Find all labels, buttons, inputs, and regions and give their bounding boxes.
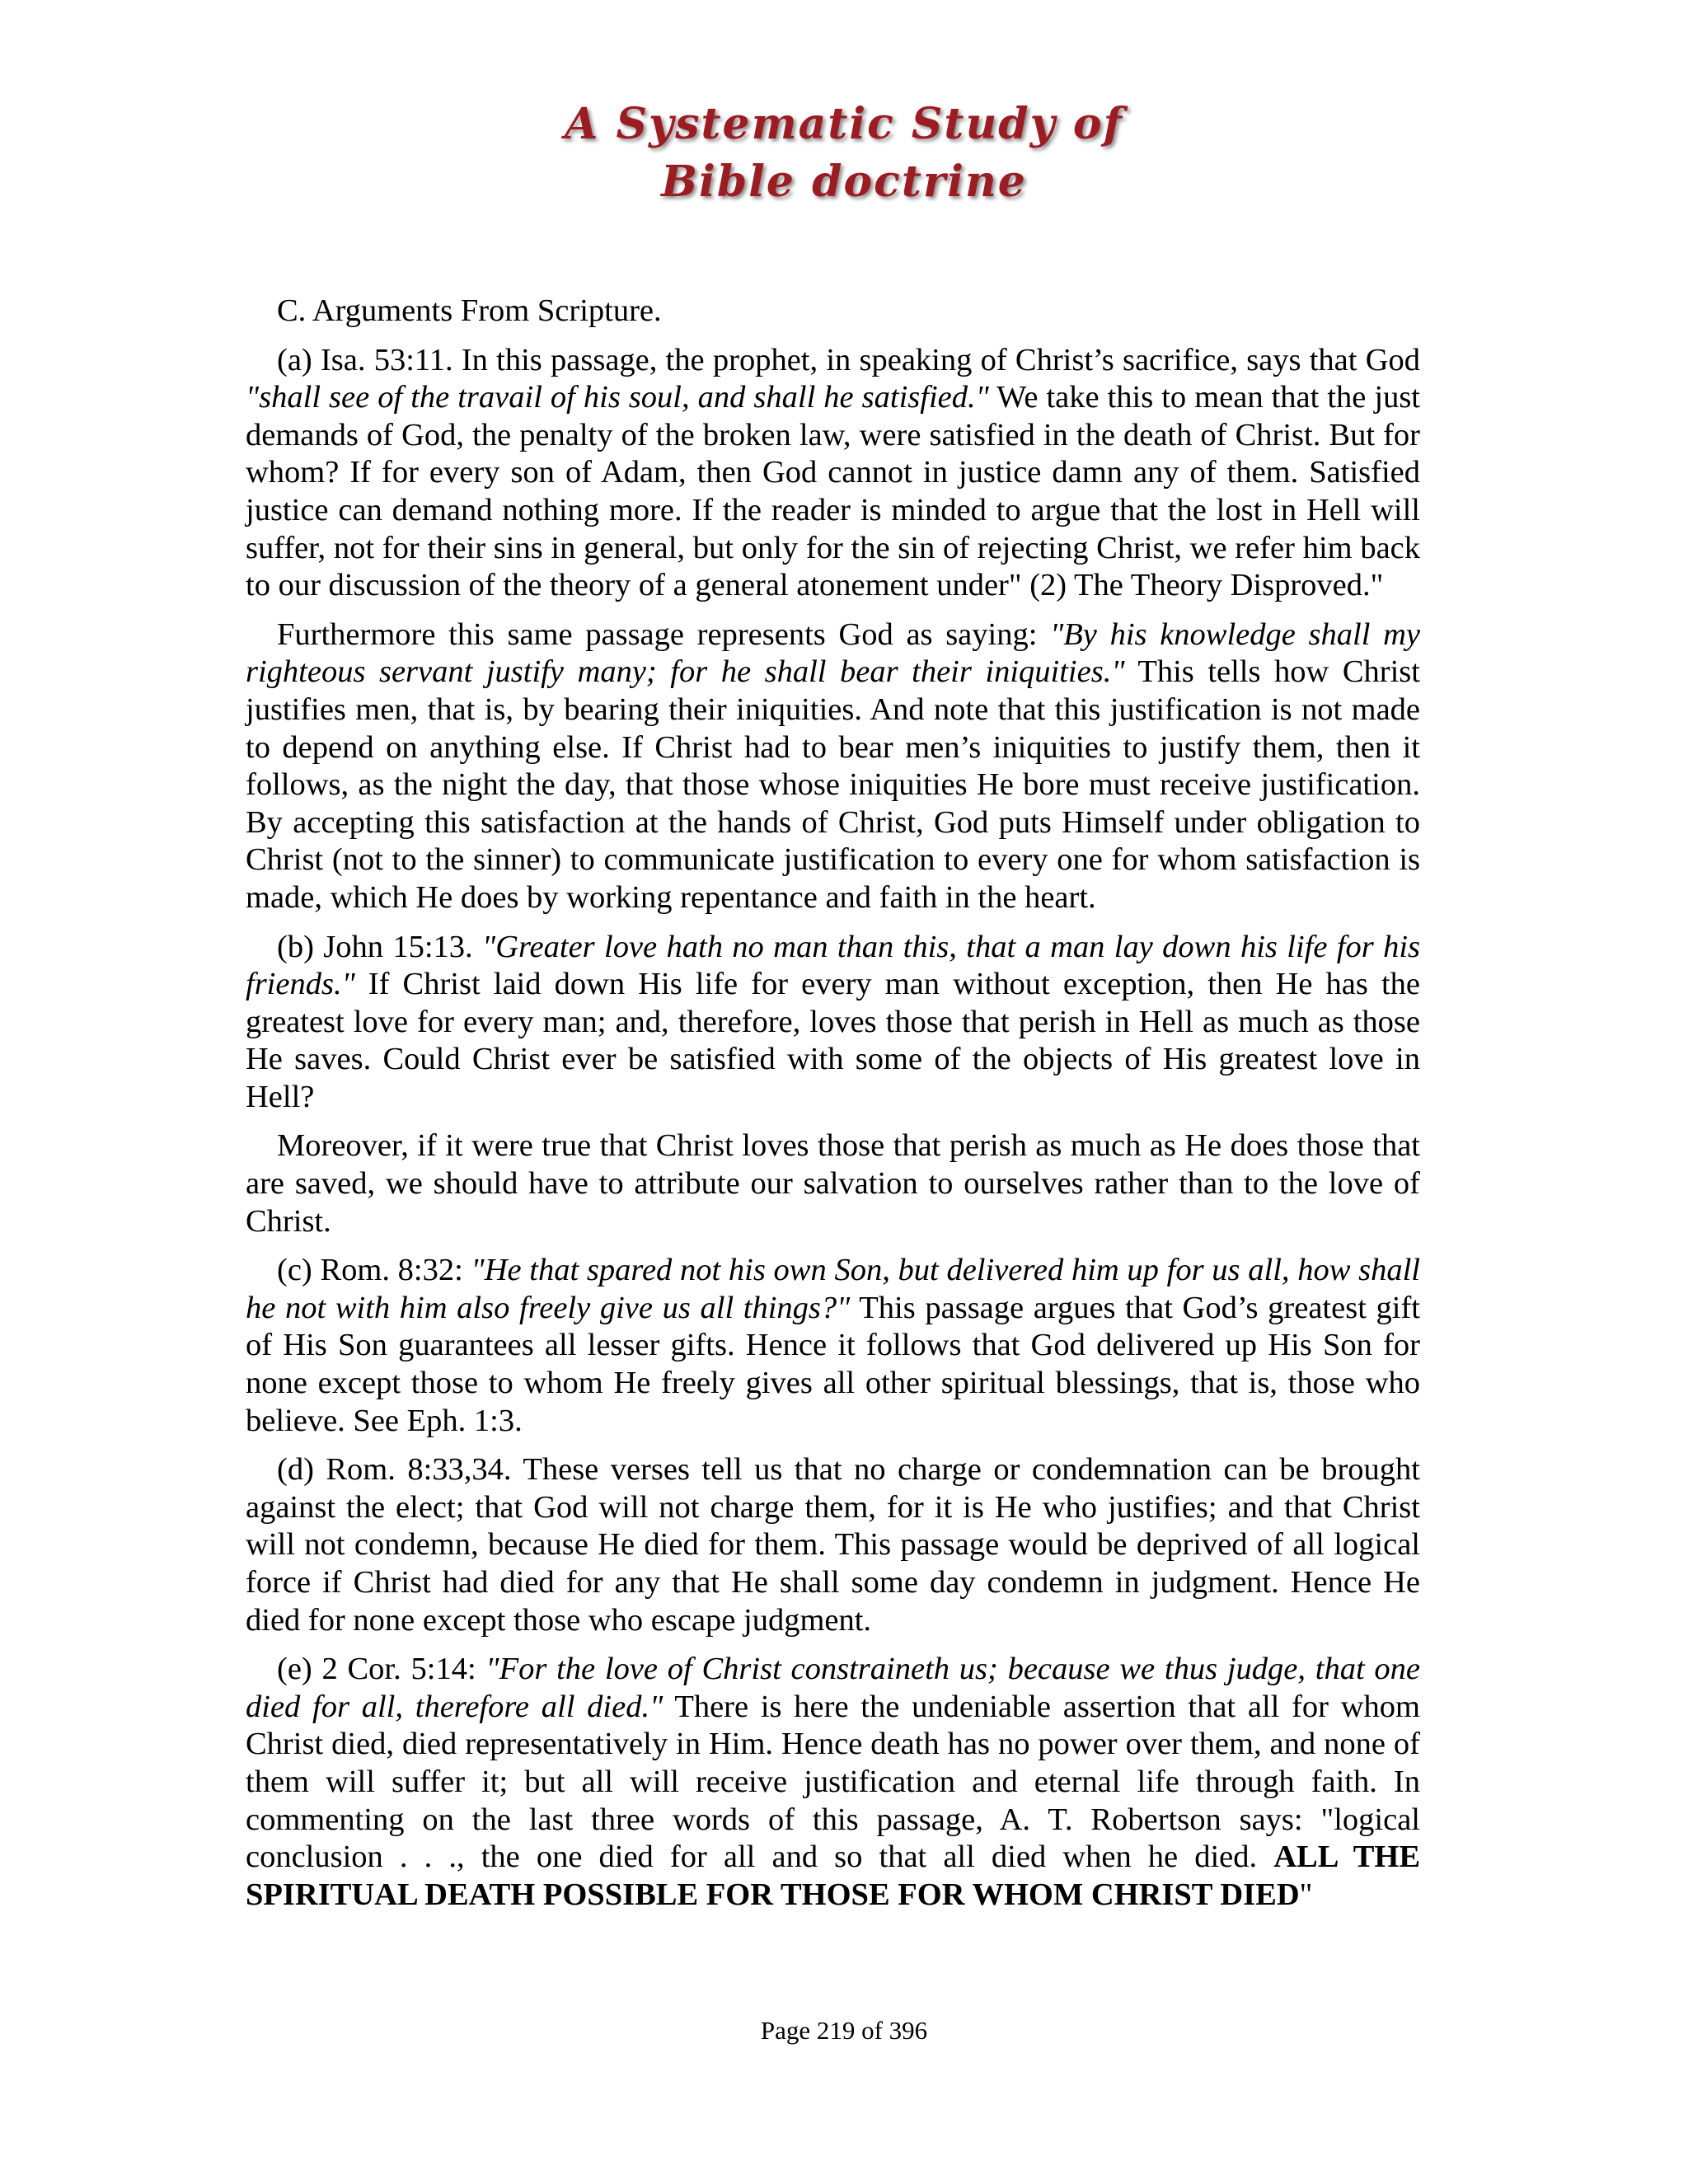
body-paragraph	[246, 929, 1420, 1117]
paragraph-text: (a) Isa. 53:11. In this passage, the prophet, in speaking of Christ’s sacrifice, says that God	[277, 342, 1420, 377]
paragraph-text: There is here the undeniable assertion that all for whom Christ died, died representatively in Him. Hence death has no power over them, and none of them will suffer it; but all will receive justification and eternal life through faith. In commenting on the last three words of this passage, A. T. Robertson says: "logical conclusion . . ., the one died for all and so that all died when he died.	[246, 1689, 1420, 1875]
scripture-quote: "Greater love hath no man than this, that a man lay down his life for his friends."	[246, 929, 1420, 1002]
paragraph-text: This passage argues that God’s greatest gift of His Son guarantees all lesser gifts. Hence it follows that God delivered up His Son for none except those to whom He freely gives all other spiritual blessings, that is, those who believe. See Eph. 1:3.	[246, 1290, 1421, 1438]
section-heading: C. Arguments From Scripture.	[277, 293, 662, 328]
paragraph-text: This tells how Christ justifies men, that is, by bearing their iniquities. And note that this justification is not made to depend on anything else. If Christ had to bear men’s iniquities to justify them, then it follows, as the night the day, that those whose iniquities He bore must receive justification. By accepting this satisfaction at the hands of Christ, God puts Himself under obligation to Christ (not to the sinner) to communicate justification to every one for whom satisfaction is made, which He does by working repentance and faith in the heart.	[246, 654, 1420, 915]
paragraph-text: If Christ laid down His life for every man without exception, then He has the greatest love for every man; and, therefore, loves those that perish in Hell as much as those He saves. Could Christ ever be satisfied with some of the objects of His greatest love in Hell?	[246, 967, 1420, 1114]
paragraph-text: (d) Rom. 8:33,34. These verses tell us that no charge or condemnation can be brought against the elect; that God will not charge them, for it is He who justifies; and that Christ will not condemn, because He died for them. This passage would be deprived of all logical force if Christ had died for any that He shall some day condemn in judgment. Hence He died for none except those who escape judgment.	[246, 1452, 1420, 1638]
body-paragraph	[246, 1252, 1420, 1440]
scripture-quote: "He that spared not his own Son, but delivered him up for us all, how shall he not with him also freely give us all things?"	[246, 1253, 1420, 1325]
body-paragraph	[246, 616, 1420, 917]
paragraph-text: We take this to mean that the just demands of God, the penalty of the broken law, were satisfied in the death of Christ. But for whom? If for every son of Adam, then God cannot in justice damn any of them. Satisfied justice can demand nothing more. If the reader is minded to argue that the lost in Hell will suffer, not for their sins in general, but only for the sin of rejecting Christ, we refer him back to our discussion of the theory of a general atonement under" (2) The Theory Disproved."	[246, 380, 1421, 603]
header-logo	[0, 91, 1688, 214]
emphasis-text: ALL THE SPIRITUAL DEATH POSSIBLE FOR THOSE FOR WHOM CHRIST DIED	[246, 1840, 1420, 1912]
paragraph-text: Furthermore this same passage represents God as saying:	[277, 616, 1051, 652]
body-paragraph	[246, 1451, 1420, 1639]
body-paragraph	[246, 1127, 1420, 1240]
logo-line-2: Bible doctrine	[661, 157, 1027, 207]
scripture-quote: "By his knowledge shall my righteous servant justify many; for he shall bear their iniquities."	[246, 616, 1421, 690]
document-body	[246, 293, 1420, 1925]
paragraph-text: Moreover, if it were true that Christ loves those that perish as much as He does those that are saved, we should have to attribute our salvation to ourselves rather than to the love of Christ.	[246, 1128, 1420, 1239]
scripture-quote: "For the love of Christ constraineth us; because we thus judge, that one died for all, therefore all died."	[246, 1652, 1420, 1724]
paragraph-text: (b) John 15:13.	[277, 929, 483, 964]
paragraph-text: (e) 2 Cor. 5:14:	[277, 1652, 486, 1687]
body-paragraph	[246, 342, 1420, 605]
paragraph-text: "	[1299, 1877, 1313, 1912]
page-number: Page 219 of 396	[760, 2016, 928, 2045]
paragraph-text: (c) Rom. 8:32:	[277, 1253, 471, 1288]
gothic-title-logo	[556, 91, 1132, 214]
paragraph-list	[246, 342, 1420, 1915]
logo-line-1: A Systematic Study of	[565, 99, 1123, 149]
body-paragraph	[246, 1651, 1420, 1914]
scripture-quote: "shall see of the travail of his soul, and shall he satisfied."	[246, 380, 989, 415]
